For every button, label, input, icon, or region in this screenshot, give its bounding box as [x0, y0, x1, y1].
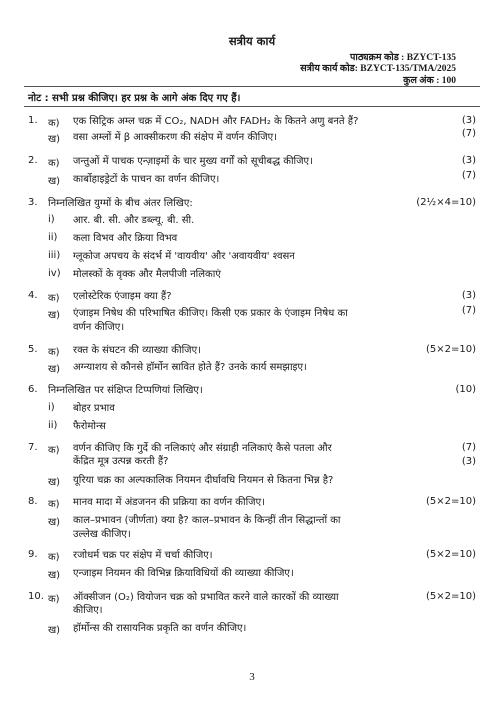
- part-text-continued: केंद्रित मूत्र उत्पन्न करती हैं?: [73, 456, 169, 467]
- question-number: 6.: [28, 384, 38, 395]
- part-text-continued: वर्णन कीजिए।: [73, 322, 125, 333]
- item-text: कला विभव और क्रिया विभव: [73, 233, 178, 244]
- part-text: रक्त के संघटन की व्याख्या कीजिए।: [73, 345, 201, 356]
- question-number: 1.: [28, 115, 38, 126]
- question-number: 8.: [28, 496, 38, 507]
- item-label: ii): [48, 232, 58, 243]
- question-number: 10.: [28, 591, 44, 602]
- marks: (7): [461, 170, 476, 181]
- marks: (3): [461, 290, 476, 301]
- part-text: एन्जाइम नियमन की विभिन्न क्रियाविधियों की व्याख्या कीजिए।: [73, 568, 294, 579]
- part-label: ख): [48, 176, 61, 187]
- part-text: कार्बोहाइड्रेटों के पाचन का वर्णन कीजिए।: [73, 174, 220, 185]
- part-text: हॉर्मोन्स की रासायनिक प्रकृति का वर्णन कीजिए।: [73, 623, 247, 634]
- part-text: एलोस्टेरिक एंजाइम क्या हैं?: [73, 291, 172, 302]
- header-divider: [24, 86, 480, 87]
- part-text: मानव मादा में अंडजनन की प्रक्रिया का वर्णन कीजिए।: [73, 497, 265, 508]
- marks: (3): [461, 155, 476, 166]
- part-label: क): [48, 445, 60, 456]
- instructions-note: नोट : सभी प्रश्न कीजिए। हर प्रश्न के आगे अंक दिए गए हैं।: [28, 93, 241, 104]
- part-label: ख): [48, 625, 61, 636]
- part-label: क): [48, 594, 60, 605]
- item-label: iv): [48, 268, 61, 279]
- item-text: बोहर प्रभाव: [73, 403, 115, 414]
- item-label: ii): [48, 420, 58, 431]
- question-text: निम्नलिखित पर संक्षिप्त टिप्पणियां लिखिए।: [48, 385, 203, 396]
- item-text: फैरोमोन्स: [73, 421, 106, 432]
- part-text: वसा अम्लों में β आक्सीकरण की संक्षेप में वर्णन कीजिए।: [73, 132, 277, 143]
- part-text: रजोधर्म चक्र पर संक्षेप में चर्चा कीजिए।: [73, 550, 213, 561]
- course-code: पाठ्यक्रम कोड : BZYCT-135: [350, 53, 456, 63]
- part-label: क): [48, 499, 60, 510]
- part-text: काल–प्रभावन (जीर्णता) क्या है? काल–प्रभावन के किन्हीं तीन सिद्धान्तों का: [73, 515, 341, 526]
- marks: (5×2=10): [425, 549, 476, 560]
- question-number: 7.: [28, 442, 38, 453]
- part-text: एक सिट्रिक अम्ल चक्र में CO₂, NADH और FADH₂ के कितने अणु बनते हैं?: [73, 116, 359, 127]
- part-text: जन्तुओं में पाचक एन्ज़ाइमों के चार मुख्य वर्गों को सूचीबद्ध कीजिए।: [73, 156, 313, 167]
- part-label: ख): [48, 364, 61, 375]
- marks: (5×2=10): [425, 344, 476, 355]
- marks: (3): [461, 456, 476, 467]
- item-label: i): [48, 214, 55, 225]
- note-divider: [24, 106, 480, 107]
- part-text: एंजाइम निषेध की परिभाषित कीजिए। किसी एक प्रकार के एंजाइम निषेध का: [73, 308, 348, 319]
- part-label: क): [48, 293, 60, 304]
- marks: (5×2=10): [425, 591, 476, 602]
- part-label: क): [48, 347, 60, 358]
- part-text-continued: उल्लेख कीजिए।: [73, 529, 131, 540]
- part-label: ख): [48, 310, 61, 321]
- marks: (7): [461, 128, 476, 139]
- marks: (2½×4=10): [416, 197, 476, 208]
- question-number: 5.: [28, 344, 38, 355]
- part-label: क): [48, 158, 60, 169]
- page-title: सत्रीय कार्य: [228, 34, 276, 48]
- question-number: 2.: [28, 155, 38, 166]
- marks: (10): [455, 384, 476, 395]
- marks: (5×2=10): [425, 496, 476, 507]
- question-text: निम्नलिखित युग्मों के बीच अंतर लिखिए:: [48, 198, 193, 209]
- item-label: iii): [48, 250, 61, 261]
- part-label: क): [48, 118, 60, 129]
- part-label: ख): [48, 477, 61, 488]
- part-label: ख): [48, 517, 61, 528]
- item-text: मोलस्कों के वृक्क और मैलपीजी नलिकाएं: [73, 269, 221, 280]
- marks: (7): [461, 442, 476, 453]
- total-marks: कुल अंक : 100: [403, 76, 456, 86]
- part-text: यूरिया चक्र का अल्पकालिक नियमन दीर्घावधि नियमन से कितना भिन्न है?: [73, 475, 334, 486]
- part-label: ख): [48, 570, 61, 581]
- page-number: 3: [249, 671, 255, 683]
- item-text: आर. बी. सी. और डब्ल्यू. बी. सी.: [73, 215, 195, 226]
- marks: (3): [461, 115, 476, 126]
- question-number: 9.: [28, 549, 38, 560]
- part-label: क): [48, 552, 60, 563]
- question-number: 4.: [28, 290, 38, 301]
- question-number: 3.: [28, 197, 38, 208]
- part-label: ख): [48, 134, 61, 145]
- marks: (7): [461, 305, 476, 316]
- part-text: ऑक्सीजन (O₂) वियोजन चक्र को प्रभावित करने वाले कारकों की व्याख्या: [73, 592, 339, 603]
- part-text: वर्णन कीजिए कि गुर्दे की नलिकाएं और संग्राही नलिकाएं कैसे पतला और: [73, 443, 332, 454]
- part-text: अग्न्याशय से कौनसे हॉर्मोन स्रावित होते हैं? उनके कार्य समझाइए।: [73, 362, 307, 373]
- item-text: ग्लूकोज अपचय के संदर्भ में 'वायवीय' और 'अवायवीय' श्वसन: [73, 251, 295, 262]
- assignment-code: सत्रीय कार्य कोड: BZYCT-135/TMA/2025: [300, 64, 456, 74]
- item-label: i): [48, 402, 55, 413]
- part-text-continued: कीजिए।: [73, 605, 103, 616]
